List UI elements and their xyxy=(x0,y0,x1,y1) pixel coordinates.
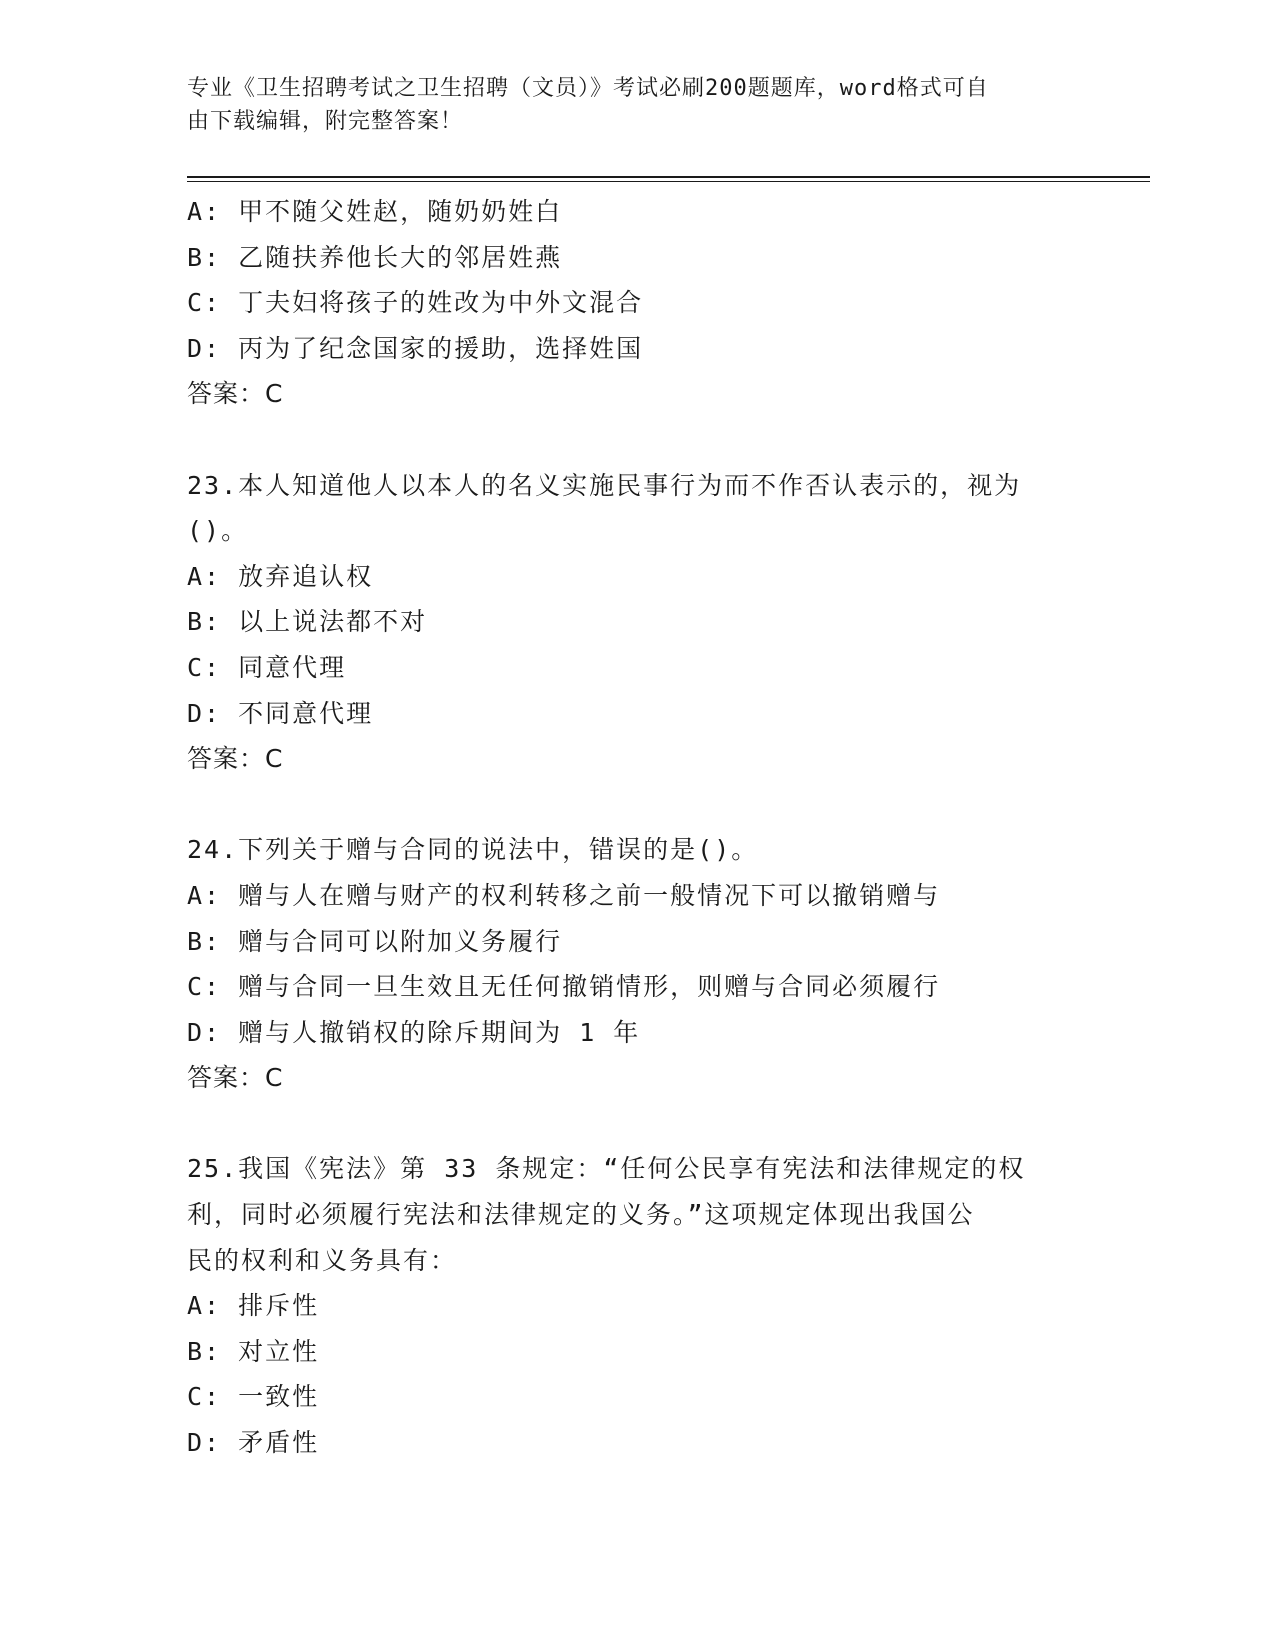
option-a: A: 排斥性 xyxy=(187,1291,320,1321)
question-stem: 25.我国《宪法》第 33 条规定：“任何公民享有宪法和法律规定的权 xyxy=(187,1154,1026,1184)
option-d: D: 不同意代理 xyxy=(187,698,374,728)
question-24 xyxy=(187,827,1087,1101)
header-divider-thick xyxy=(187,176,1150,178)
spacer xyxy=(187,417,1087,463)
header-line-2: 由下载编辑，附完整答案！ xyxy=(187,109,464,134)
question-stem: 23.本人知道他人以本人的名义实施民事行为而不作否认表示的，视为 xyxy=(187,470,1022,500)
question-stem: 利，同时必须履行宪法和法律规定的义务。”这项规定体现出我国公 xyxy=(187,1200,975,1230)
option-d: D: 赠与人撤销权的除斥期间为 1 年 xyxy=(187,1017,641,1047)
option-a: A: 放弃追认权 xyxy=(187,561,374,591)
page-header xyxy=(187,72,1067,138)
option-d: D: 矛盾性 xyxy=(187,1428,320,1458)
option-c: C: 一致性 xyxy=(187,1382,320,1412)
option-b: B: 乙随扶养他长大的邻居姓燕 xyxy=(187,242,563,272)
option-d: D: 丙为了纪念国家的援助，选择姓国 xyxy=(187,333,644,363)
option-c: C: 赠与合同一旦生效且无任何撤销情形，则赠与合同必须履行 xyxy=(187,972,941,1002)
header-line-1: 专业《卫生招聘考试之卫生招聘（文员）》考试必刷200题题库，word格式可自 xyxy=(187,76,989,101)
option-a: A: 赠与人在赠与财产的权利转移之前一般情况下可以撤销赠与 xyxy=(187,880,941,910)
question-stem: 民的权利和义务具有： xyxy=(187,1245,458,1275)
answer-line: 答案：C xyxy=(187,1063,284,1093)
option-a: A: 甲不随父姓赵，随奶奶姓白 xyxy=(187,197,563,226)
spacer xyxy=(187,782,1087,828)
option-b: B: 赠与合同可以附加义务履行 xyxy=(187,926,563,956)
option-b: B: 对立性 xyxy=(187,1336,320,1366)
question-22 xyxy=(187,189,1087,417)
question-25 xyxy=(187,1146,1087,1465)
answer-line: 答案：C xyxy=(187,379,284,409)
option-b: B: 以上说法都不对 xyxy=(187,607,428,637)
question-stem: 24.下列关于赠与合同的说法中，错误的是()。 xyxy=(187,835,759,865)
option-c: C: 丁夫妇将孩子的姓改为中外文混合 xyxy=(187,288,644,318)
option-c: C: 同意代理 xyxy=(187,652,347,682)
question-list xyxy=(187,189,1087,1466)
question-23 xyxy=(187,463,1087,782)
header-divider-thin xyxy=(187,181,1150,182)
question-stem: ()。 xyxy=(187,516,249,546)
answer-line: 答案：C xyxy=(187,744,284,774)
spacer xyxy=(187,1101,1087,1147)
